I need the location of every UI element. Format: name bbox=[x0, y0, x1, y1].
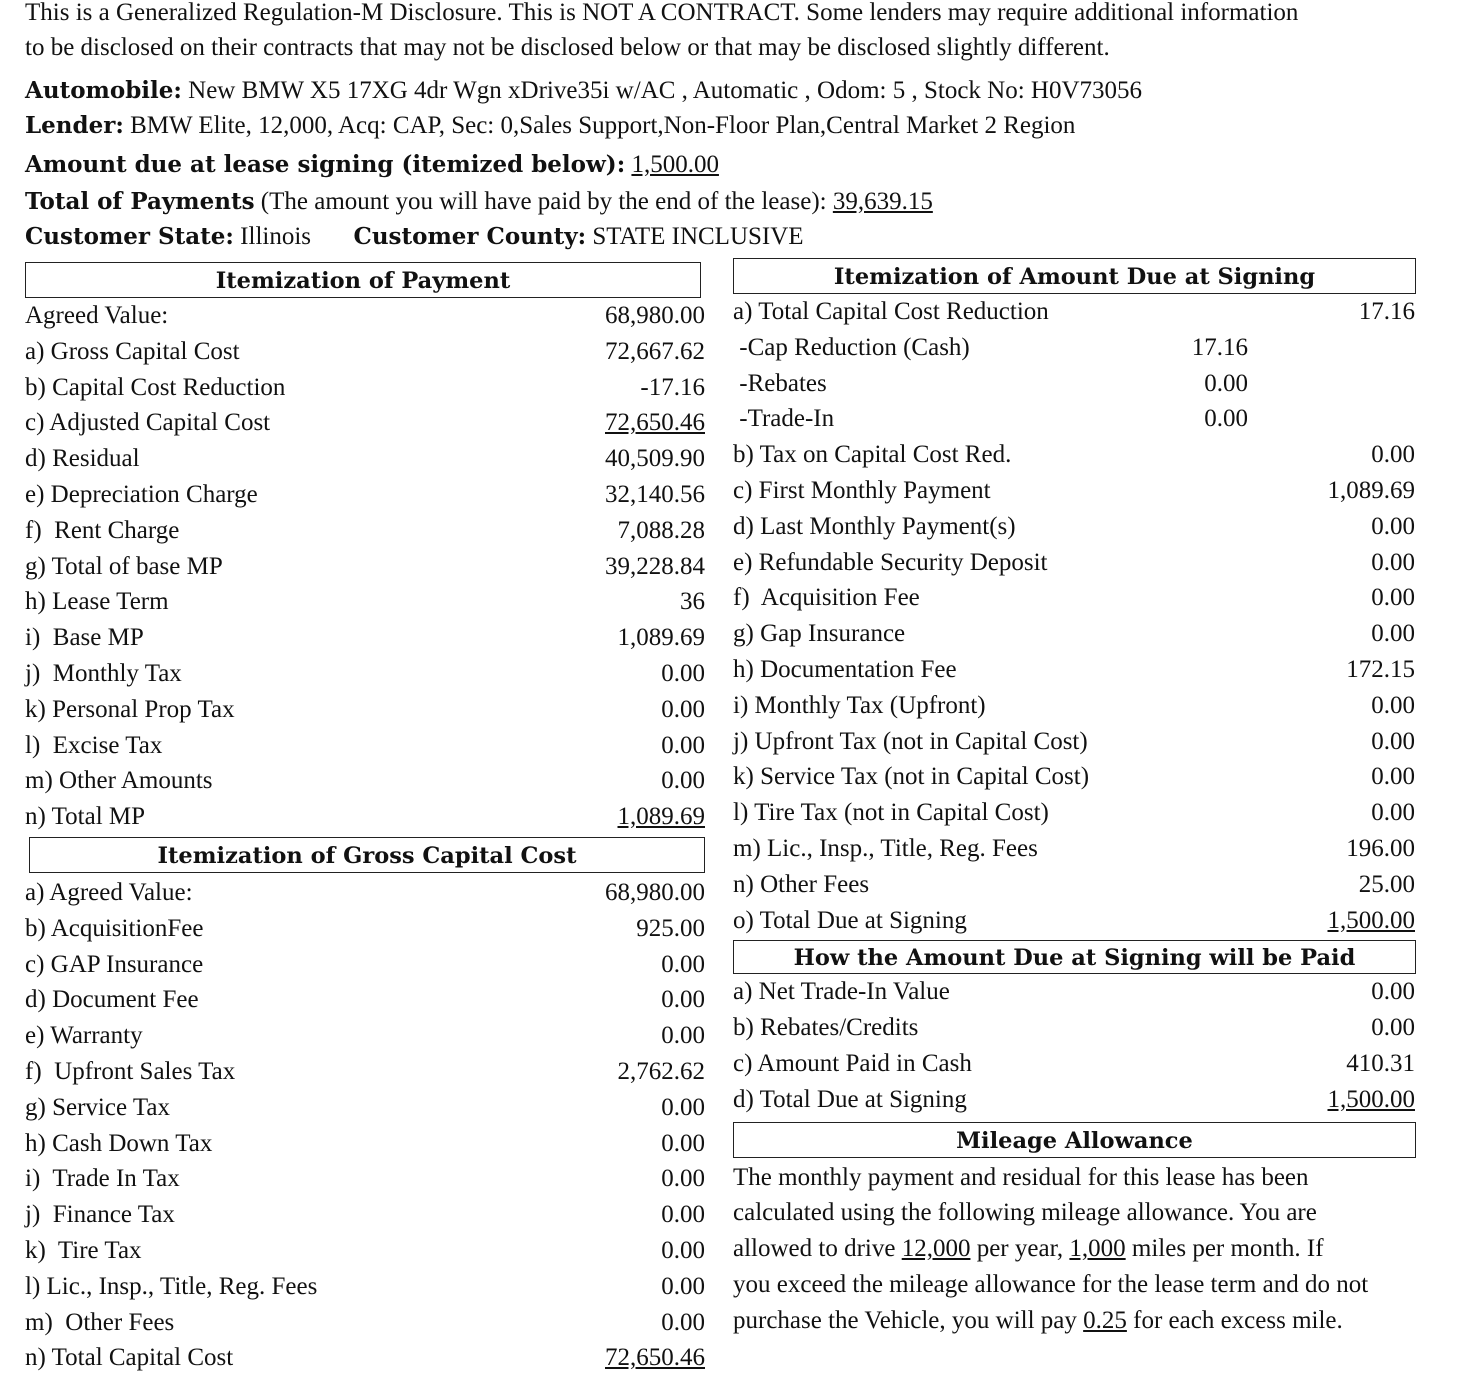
table-row bbox=[25, 728, 705, 764]
table-row bbox=[25, 656, 705, 692]
row-value: 0.00 bbox=[1371, 691, 1415, 719]
row-label: Agreed Value: bbox=[25, 302, 169, 329]
row-value: 1,089.69 bbox=[617, 624, 705, 652]
row-label: -Rebates bbox=[733, 369, 827, 397]
row-value: 72,650.46 bbox=[605, 1344, 705, 1372]
table-row bbox=[25, 1197, 705, 1233]
mileage-line-4: you exceed the mileage allowance for the lease term and do not bbox=[733, 1270, 1369, 1298]
row-value: 0.00 bbox=[1371, 727, 1415, 755]
table-row bbox=[733, 473, 1423, 509]
row-label: k) Personal Prop Tax bbox=[25, 695, 235, 723]
row-value: 1,089.69 bbox=[1327, 476, 1415, 504]
row-subvalue: 0.00 bbox=[1204, 369, 1248, 397]
table-row bbox=[25, 1340, 705, 1376]
table-row bbox=[25, 620, 705, 656]
itemization-payment-table bbox=[25, 298, 705, 835]
table-row bbox=[733, 759, 1423, 795]
row-value: 1,500.00 bbox=[1327, 1085, 1415, 1113]
mileage-text: allowed to drive bbox=[733, 1235, 902, 1263]
table-row bbox=[733, 1046, 1423, 1082]
row-label: g) Gap Insurance bbox=[733, 620, 906, 648]
row-value: 0.00 bbox=[1371, 441, 1415, 469]
mileage-line-5 bbox=[733, 1303, 1423, 1339]
table-row bbox=[25, 1269, 705, 1305]
amount-due-line bbox=[25, 150, 1444, 180]
table-row bbox=[733, 437, 1423, 473]
row-label: e) Warranty bbox=[25, 1022, 143, 1050]
table-row bbox=[733, 831, 1423, 867]
row-label: d) Residual bbox=[25, 445, 140, 473]
row-label: c) First Monthly Payment bbox=[733, 476, 991, 504]
row-label: a) Gross Capital Cost bbox=[25, 337, 240, 365]
row-label: b) AcquisitionFee bbox=[25, 914, 204, 942]
table-row bbox=[733, 867, 1423, 903]
automobile-value: New BMW X5 17XG 4dr Wgn xDrive35i w/AC , Automatic , Odom: 5 , Stock No: H0V73056 bbox=[181, 77, 1143, 104]
row-value: 0.00 bbox=[1371, 978, 1415, 1006]
mileage-line-3 bbox=[733, 1231, 1423, 1267]
row-value: -17.16 bbox=[640, 373, 705, 401]
table-row bbox=[733, 509, 1423, 545]
automobile-label: Automobile: bbox=[25, 77, 182, 104]
row-label: j) Upfront Tax (not in Capital Cost) bbox=[733, 727, 1088, 755]
itemization-due-header: Itemization of Amount Due at Signing bbox=[733, 258, 1416, 294]
row-label: c) GAP Insurance bbox=[25, 950, 204, 978]
row-value: 0.00 bbox=[1371, 799, 1415, 827]
row-label: a) Net Trade-In Value bbox=[733, 978, 950, 1006]
row-label: n) Other Fees bbox=[733, 870, 870, 898]
table-row bbox=[25, 763, 705, 799]
county-value: STATE INCLUSIVE bbox=[592, 223, 804, 250]
table-row bbox=[25, 911, 705, 947]
table-row bbox=[733, 724, 1423, 760]
table-row bbox=[25, 1054, 705, 1090]
mileage-text: purchase the Vehicle, you will pay bbox=[733, 1306, 1084, 1334]
row-label: j) Monthly Tax bbox=[25, 659, 182, 687]
row-value: 39,228.84 bbox=[605, 552, 705, 580]
row-label: m) Other Fees bbox=[25, 1308, 175, 1336]
row-label: j) Finance Tax bbox=[25, 1201, 175, 1229]
row-value: 25.00 bbox=[1358, 870, 1415, 898]
table-row bbox=[25, 692, 705, 728]
row-label: m) Lic., Insp., Title, Reg. Fees bbox=[733, 834, 1038, 862]
row-label: n) Total MP bbox=[25, 803, 146, 831]
row-label: d) Total Due at Signing bbox=[733, 1085, 967, 1113]
itemization-payment-header: Itemization of Payment bbox=[25, 262, 701, 298]
row-label: g) Total of base MP bbox=[25, 552, 223, 580]
table-row bbox=[733, 795, 1423, 831]
row-value: 1,500.00 bbox=[1327, 906, 1415, 934]
miles-per-month: 1,000 bbox=[1069, 1235, 1126, 1263]
row-label: b) Capital Cost Reduction bbox=[25, 373, 286, 401]
row-value: 0.00 bbox=[661, 1201, 705, 1229]
excess-mile-rate: 0.25 bbox=[1083, 1306, 1127, 1334]
lender-label: Lender: bbox=[25, 112, 124, 139]
mileage-text: miles per month. If bbox=[1125, 1235, 1324, 1263]
amount-due-label: Amount due at lease signing (itemized below): bbox=[25, 151, 626, 178]
row-label: h) Lease Term bbox=[25, 588, 169, 616]
state-label: Customer State: bbox=[25, 223, 234, 250]
row-value: 68,980.00 bbox=[605, 302, 705, 329]
row-value: 0.00 bbox=[661, 1165, 705, 1193]
table-row bbox=[25, 799, 705, 835]
row-label: f) Acquisition Fee bbox=[733, 584, 920, 612]
row-value: 0.00 bbox=[1371, 548, 1415, 576]
automobile-line bbox=[25, 76, 1444, 106]
mileage-paragraph bbox=[733, 1160, 1423, 1339]
table-row bbox=[733, 1010, 1423, 1046]
table-row bbox=[25, 513, 705, 549]
mileage-line-2: calculated using the following mileage allowance. You are bbox=[733, 1199, 1317, 1227]
row-value: 0.00 bbox=[1371, 512, 1415, 540]
mileage-header: Mileage Allowance bbox=[733, 1122, 1416, 1158]
row-label: a) Total Capital Cost Reduction bbox=[733, 298, 1049, 325]
table-row bbox=[733, 974, 1423, 1010]
table-row bbox=[733, 294, 1423, 330]
table-row bbox=[25, 1018, 705, 1054]
table-row bbox=[733, 366, 1423, 402]
table-row bbox=[733, 688, 1423, 724]
table-row bbox=[25, 875, 705, 911]
row-value: 0.00 bbox=[661, 695, 705, 723]
table-row bbox=[733, 652, 1423, 688]
row-label: o) Total Due at Signing bbox=[733, 906, 967, 934]
table-row bbox=[25, 1126, 705, 1162]
row-label: l) Lic., Insp., Title, Reg. Fees bbox=[25, 1272, 318, 1300]
row-label: g) Service Tax bbox=[25, 1093, 170, 1121]
how-paid-table bbox=[733, 974, 1423, 1117]
table-row bbox=[25, 370, 705, 406]
lender-line bbox=[25, 111, 1444, 141]
row-value: 68,980.00 bbox=[605, 878, 705, 906]
row-value: 0.00 bbox=[661, 1236, 705, 1264]
table-row bbox=[25, 947, 705, 983]
row-label: h) Cash Down Tax bbox=[25, 1129, 213, 1157]
table-row bbox=[25, 982, 705, 1018]
table-row bbox=[733, 1082, 1423, 1118]
table-row bbox=[25, 298, 705, 334]
how-paid-header: How the Amount Due at Signing will be Paid bbox=[733, 940, 1416, 974]
row-value: 32,140.56 bbox=[605, 480, 705, 508]
mileage-text: for each excess mile. bbox=[1126, 1306, 1343, 1334]
row-value: 17.16 bbox=[1358, 298, 1415, 325]
row-value: 0.00 bbox=[661, 1272, 705, 1300]
row-value: 0.00 bbox=[661, 950, 705, 978]
row-value: 72,650.46 bbox=[605, 409, 705, 437]
row-value: 925.00 bbox=[636, 914, 705, 942]
table-row bbox=[25, 477, 705, 513]
row-label: f) Rent Charge bbox=[25, 516, 180, 544]
row-value: 0.00 bbox=[661, 1022, 705, 1050]
row-label: c) Adjusted Capital Cost bbox=[25, 409, 271, 437]
total-payments-line bbox=[25, 187, 1444, 217]
lender-value: BMW Elite, 12,000, Acq: CAP, Sec: 0,Sales Support,Non-Floor Plan,Central Market 2 Region bbox=[123, 112, 1076, 139]
total-payments-value: 39,639.15 bbox=[832, 188, 933, 215]
table-row bbox=[25, 334, 705, 370]
table-row bbox=[733, 903, 1423, 939]
left-column bbox=[25, 262, 705, 1376]
mileage-text: per year, bbox=[970, 1235, 1070, 1263]
table-row bbox=[733, 545, 1423, 581]
row-value: 0.00 bbox=[661, 1129, 705, 1157]
row-label: e) Depreciation Charge bbox=[25, 480, 258, 508]
row-value: 7,088.28 bbox=[617, 516, 705, 544]
table-row bbox=[25, 1305, 705, 1341]
row-label: b) Rebates/Credits bbox=[733, 1014, 919, 1042]
row-label: i) Base MP bbox=[25, 624, 144, 652]
table-row bbox=[25, 1090, 705, 1126]
total-payments-label: Total of Payments bbox=[25, 188, 255, 215]
table-row bbox=[25, 405, 705, 441]
row-label: -Trade-In bbox=[733, 405, 835, 433]
state-value: Illinois bbox=[240, 223, 312, 250]
row-value: 0.00 bbox=[1371, 1014, 1415, 1042]
itemization-gross-table bbox=[25, 875, 705, 1376]
row-label: d) Document Fee bbox=[25, 986, 199, 1014]
county-label: Customer County: bbox=[353, 223, 587, 250]
table-row bbox=[733, 401, 1423, 437]
intro-line-2: to be disclosed on their contracts that may not be disclosed below or that may be disclosed slightly different. bbox=[25, 34, 1110, 61]
row-label: f) Upfront Sales Tax bbox=[25, 1057, 236, 1085]
row-value: 0.00 bbox=[661, 659, 705, 687]
row-value: 0.00 bbox=[1371, 763, 1415, 791]
row-value: 0.00 bbox=[1371, 620, 1415, 648]
row-label: -Cap Reduction (Cash) bbox=[733, 333, 970, 361]
row-label: n) Total Capital Cost bbox=[25, 1344, 234, 1372]
row-value: 0.00 bbox=[1371, 584, 1415, 612]
right-column bbox=[733, 258, 1423, 1339]
row-value: 410.31 bbox=[1346, 1049, 1415, 1077]
row-value: 0.00 bbox=[661, 1093, 705, 1121]
row-value: 0.00 bbox=[661, 1308, 705, 1336]
itemization-gross-header: Itemization of Gross Capital Cost bbox=[29, 837, 705, 873]
row-value: 1,089.69 bbox=[617, 803, 705, 831]
table-row bbox=[25, 441, 705, 477]
row-value: 2,762.62 bbox=[617, 1057, 705, 1085]
miles-per-year: 12,000 bbox=[901, 1235, 971, 1263]
table-row bbox=[25, 584, 705, 620]
row-value: 40,509.90 bbox=[605, 445, 705, 473]
total-payments-note: (The amount you will have paid by the end of the lease): bbox=[254, 188, 833, 215]
row-value: 36 bbox=[680, 588, 705, 616]
row-label: a) Agreed Value: bbox=[25, 878, 193, 906]
table-row bbox=[733, 580, 1423, 616]
row-label: b) Tax on Capital Cost Red. bbox=[733, 441, 1012, 469]
mileage-line-1: The monthly payment and residual for this lease has been bbox=[733, 1163, 1309, 1191]
row-label: l) Tire Tax (not in Capital Cost) bbox=[733, 799, 1049, 827]
row-value: 196.00 bbox=[1346, 834, 1415, 862]
row-value: 0.00 bbox=[661, 767, 705, 795]
intro-line-1: This is a Generalized Regulation-M Disclosure. This is NOT A CONTRACT. Some lenders may require additional information bbox=[25, 0, 1299, 26]
row-label: c) Amount Paid in Cash bbox=[733, 1049, 972, 1077]
row-label: m) Other Amounts bbox=[25, 767, 213, 795]
row-value: 0.00 bbox=[661, 731, 705, 759]
row-label: h) Documentation Fee bbox=[733, 655, 957, 683]
amount-due-value: 1,500.00 bbox=[631, 151, 719, 178]
row-label: k) Tire Tax bbox=[25, 1236, 142, 1264]
table-row bbox=[25, 1161, 705, 1197]
row-value: 172.15 bbox=[1346, 655, 1415, 683]
row-subvalue: 17.16 bbox=[1191, 333, 1248, 361]
customer-line bbox=[25, 222, 1444, 252]
table-row bbox=[25, 1233, 705, 1269]
table-row bbox=[25, 549, 705, 585]
table-row bbox=[733, 330, 1423, 366]
row-label: k) Service Tax (not in Capital Cost) bbox=[733, 763, 1090, 791]
row-label: e) Refundable Security Deposit bbox=[733, 548, 1048, 576]
row-value: 72,667.62 bbox=[605, 337, 705, 365]
row-value: 0.00 bbox=[661, 986, 705, 1014]
itemization-due-table bbox=[733, 294, 1423, 938]
row-subvalue: 0.00 bbox=[1204, 405, 1248, 433]
table-row bbox=[733, 616, 1423, 652]
row-label: i) Trade In Tax bbox=[25, 1165, 180, 1193]
row-label: i) Monthly Tax (Upfront) bbox=[733, 691, 986, 719]
row-label: l) Excise Tax bbox=[25, 731, 163, 759]
row-label: d) Last Monthly Payment(s) bbox=[733, 512, 1016, 540]
